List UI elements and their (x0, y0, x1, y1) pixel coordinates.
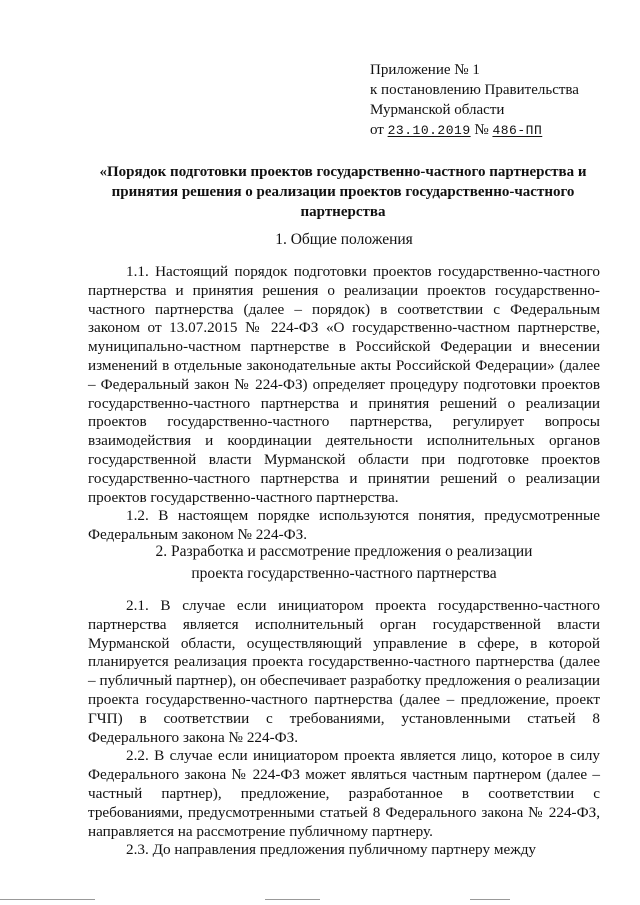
appendix-region: Мурманской области (370, 102, 505, 118)
section-2-heading-line-1: 2. Разработка и рассмотрение предложения о реализации (155, 543, 533, 560)
number-prefix: № (474, 122, 489, 138)
paragraph-2-3: 2.3. До направления предложения публичному партнеру между (126, 841, 537, 859)
appendix-number: Приложение № 1 (370, 62, 480, 78)
section-2-heading-line-2: проекта государственно-частного партнерства (191, 565, 497, 582)
paragraph-2-2: 2.2. В случае если инициатором проекта является лицо, которое в силу Федерального закона № 224-ФЗ может являться частным партнером (далее – частный партнер), предложение, разработанное в соответствии с требованиями, предусмотренными статьей 8 Федерального закона № 224-ФЗ, направляется на рассмотрение публичному партнеру. (88, 747, 600, 840)
section-1-body (88, 263, 600, 545)
section-1-heading: 1. Общие положения (275, 231, 413, 248)
footer-scan-marks (0, 896, 640, 905)
document-title: «Порядок подготовки проектов государственно-частного партнерства и принятия решения о реализации проектов государственно-частного партнерства (99, 164, 587, 220)
decree-date: 23.10.2019 (387, 123, 471, 138)
appendix-header (370, 60, 620, 141)
appendix-decree-ref: к постановлению Правительства (370, 82, 579, 98)
appendix-date-line (370, 120, 620, 141)
footer-mark-right (470, 899, 510, 900)
section-2-heading (88, 541, 600, 585)
paragraph-1-2: 1.2. В настоящем порядке используются понятия, предусмотренные Федеральным законом № 224-ФЗ. (88, 507, 600, 544)
paragraph-1-1: 1.1. Настоящий порядок подготовки проектов государственно-частного партнерства и принятия решения о реализации проектов государственно-частного партнерства (далее – порядок) в соответствии с Федеральным законом от 13.07.2015 № 224-ФЗ «О государственно-частном партнерстве, муниципально-частном партнерстве в Российской Федерации и внесении изменений в отдельные законодательные акты Российской Федерации» (далее – Федеральный закон № 224-ФЗ) определяет процедуру подготовки проектов государственно-частного партнерства и принятия решений о реализации проектов государственно-частного партнерства, регулирует вопросы взаимодействия и координации деятельности исполнительных органов государственной власти Мурманской области при подготовке проектов государственно-частного партнерства и принятии решений о реализации проектов государственно-частного партнерства. (88, 263, 600, 506)
footer-mark-left (0, 899, 95, 900)
date-prefix: от (370, 122, 384, 138)
section-2-body (88, 597, 600, 860)
decree-number: 486-ПП (492, 123, 543, 138)
paragraph-2-1: 2.1. В случае если инициатором проекта государственно-частного партнерства является исполнительный орган государственной власти Мурманской области, осуществляющий управление в сфере, в которой планируется реализация проекта государственно-частного партнерства (далее – публичный партнер), он обеспечивает разработку предложения о реализации проекта государственно-частного партнерства (далее – предложение, проект ГЧП) в соответствии с требованиями, установленными статьей 8 Федерального закона № 224-ФЗ. (88, 597, 600, 746)
footer-mark-center (265, 899, 320, 900)
